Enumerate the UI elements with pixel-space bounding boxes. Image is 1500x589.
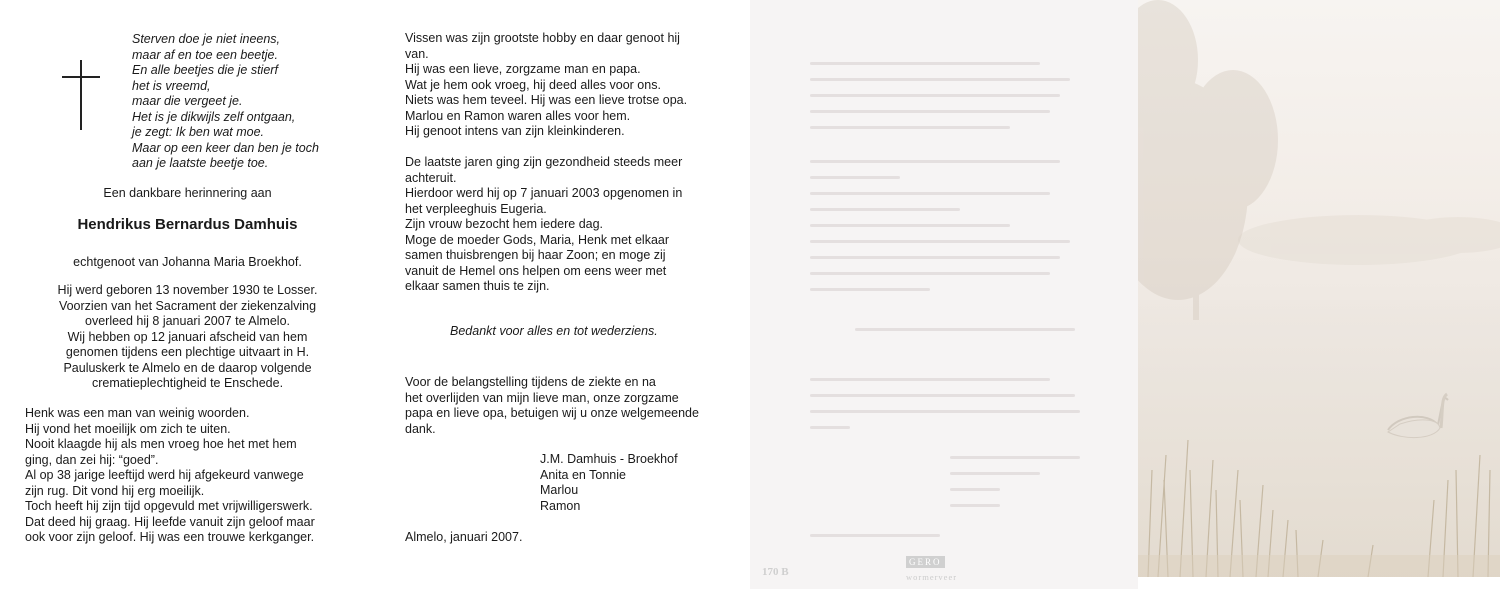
facts-line: Wij hebben op 12 januari afscheid van hem <box>67 329 308 344</box>
showthrough-line <box>810 176 900 179</box>
showthrough-line <box>810 126 1010 129</box>
facts-line: Hij werd geboren 13 november 1930 te Losser. <box>57 283 318 297</box>
poem-line: Het is je dikwijls zelf ontgaan, <box>132 109 296 124</box>
card-middle-panel <box>375 0 750 589</box>
card-code: 170 B <box>762 566 789 578</box>
bio-line: Al op 38 jarige leeftijd werd hij afgekeurd vanwege <box>25 468 304 482</box>
deceased-name: Hendrikus Bernardus Damhuis <box>77 216 298 233</box>
bio-line: ging, dan zei hij: “goed”. <box>25 452 159 467</box>
health-line: samen thuisbrengen bij haar Zoon; en moge zij <box>405 248 666 262</box>
hobby-block <box>405 31 687 140</box>
facts-line: genomen tijdens een plechtige uitvaart in H. <box>65 345 310 359</box>
card-back-panel <box>750 0 1138 589</box>
showthrough-line <box>810 78 1070 81</box>
thanks-line: papa en lieve opa, betuigen wij u onze welgemeende <box>405 406 699 420</box>
health-line: vanuit de Hemel ons helpen om eens weer met <box>405 263 667 278</box>
bio-line: Dat deed hij graag. Hij leefde vanuit zijn geloof maar <box>25 514 315 529</box>
poem-line: je zegt: Ik ben wat moe. <box>132 125 265 139</box>
showthrough-line <box>810 160 1060 163</box>
hobby-line: Marlou en Ramon waren alles voor hem. <box>405 108 631 123</box>
showthrough-line <box>810 378 1050 381</box>
showthrough-line <box>810 224 1010 227</box>
poem-line: Maar op een keer dan ben je toch <box>132 140 319 155</box>
hobby-line: Hij was een lieve, zorgzame man en papa. <box>405 62 641 76</box>
health-line: De laatste jaren ging zijn gezondheid steeds meer <box>405 155 683 169</box>
showthrough-line <box>810 534 940 537</box>
poem-line: het is vreemd, <box>132 78 211 93</box>
facts-line: overleed hij 8 januari 2007 te Almelo. <box>85 314 290 328</box>
poem-line: En alle beetjes die je stierf <box>132 63 278 77</box>
publisher-logo <box>906 552 957 582</box>
showthrough-line <box>950 456 1080 459</box>
signature-line: Marlou <box>540 483 579 497</box>
showthrough-line <box>950 504 1000 507</box>
showthrough-line <box>810 110 1050 113</box>
memorial-poem <box>132 32 319 172</box>
logo-mark: GERO <box>906 556 945 568</box>
bio-line: Henk was een man van weinig woorden. <box>25 406 250 420</box>
misty-lake-photo <box>1138 0 1500 577</box>
showthrough-line <box>855 328 1075 331</box>
signature-line: Ramon <box>540 498 581 513</box>
hobby-line: van. <box>405 46 429 61</box>
bio-line: Nooit klaagde hij als men vroeg hoe het met hem <box>25 437 297 451</box>
health-line: Moge de moeder Gods, Maria, Henk met elkaar <box>405 232 670 247</box>
spouse-line: echtgenoot van Johanna Maria Broekhof. <box>73 255 302 269</box>
showthrough-line <box>810 240 1070 243</box>
facts-line: Pauluskerk te Almelo en de daarop volgende <box>63 360 312 375</box>
hobby-line: Hij genoot intens van zijn kleinkinderen. <box>405 124 625 138</box>
thanks-block <box>405 375 699 437</box>
distant-trees <box>1238 215 1500 265</box>
intro-text: Een dankbare herinnering aan <box>103 186 272 200</box>
health-line: elkaar samen thuis te zijn. <box>405 279 550 293</box>
health-line: Zijn vrouw bezocht hem iedere dag. <box>405 217 604 231</box>
showthrough-line <box>810 62 1040 65</box>
hobby-line: Vissen was zijn grootste hobby en daar genoot hij <box>405 31 680 45</box>
thanks-line: dank. <box>405 421 436 436</box>
bio-line: ook voor zijn geloof. Hij was een trouwe kerkganger. <box>25 530 315 544</box>
cross-icon-vertical <box>80 60 82 130</box>
showthrough-line <box>810 272 1050 275</box>
poem-line: aan je laatste beetje toe. <box>132 156 269 170</box>
showthrough-line <box>810 410 1080 413</box>
bio-block <box>25 406 360 546</box>
lake-illustration <box>1138 0 1500 577</box>
bio-line: Toch heeft hij zijn tijd opgevuld met vrijwilligerswerk. <box>25 499 313 513</box>
facts-block <box>20 283 355 392</box>
hobby-line: Wat je hem ook vroeg, hij deed alles voor ons. <box>405 77 661 92</box>
health-line: Hierdoor werd hij op 7 januari 2003 opgenomen in <box>405 186 683 200</box>
health-block <box>405 155 682 295</box>
hobby-line: Niets was hem teveel. Hij was een lieve trotse opa. <box>405 93 688 107</box>
poem-line: Sterven doe je niet ineens, <box>132 32 281 46</box>
poem-line: maar af en toe een beetje. <box>132 47 278 62</box>
thanks-line: het overlijden van mijn lieve man, onze zorgzame <box>405 390 679 405</box>
farewell-text: Bedankt voor alles en tot wederziens. <box>450 324 658 338</box>
showthrough-line <box>810 394 1075 397</box>
bio-line: Hij vond het moeilijk om zich te uiten. <box>25 421 231 436</box>
bio-line: zijn rug. Dit vond hij erg moeilijk. <box>25 483 205 498</box>
cross-icon-horizontal <box>62 76 100 78</box>
health-line: het verpleeghuis Eugeria. <box>405 201 547 216</box>
signature-block <box>540 452 678 514</box>
card-left-panel <box>0 0 375 589</box>
showthrough-line <box>950 488 1000 491</box>
facts-line: Voorzien van het Sacrament der ziekenzalving <box>58 298 317 313</box>
facts-line: crematieplechtigheid te Enschede. <box>91 376 284 390</box>
showthrough-line <box>810 426 850 429</box>
showthrough-line <box>810 94 1060 97</box>
tree-silhouette <box>1138 0 1278 320</box>
logo-subtitle: wormerveer <box>906 572 958 582</box>
thanks-line: Voor de belangstelling tijdens de ziekte en na <box>405 375 656 389</box>
showthrough-line <box>950 472 1040 475</box>
poem-line: maar die vergeet je. <box>132 94 243 108</box>
signature-line: J.M. Damhuis - Broekhof <box>540 452 678 466</box>
showthrough-line <box>810 192 1050 195</box>
place-date: Almelo, januari 2007. <box>405 530 523 544</box>
showthrough-line <box>810 288 930 291</box>
signature-line: Anita en Tonnie <box>540 467 626 482</box>
showthrough-line <box>810 208 960 211</box>
health-line: achteruit. <box>405 170 457 185</box>
showthrough-line <box>810 256 1060 259</box>
